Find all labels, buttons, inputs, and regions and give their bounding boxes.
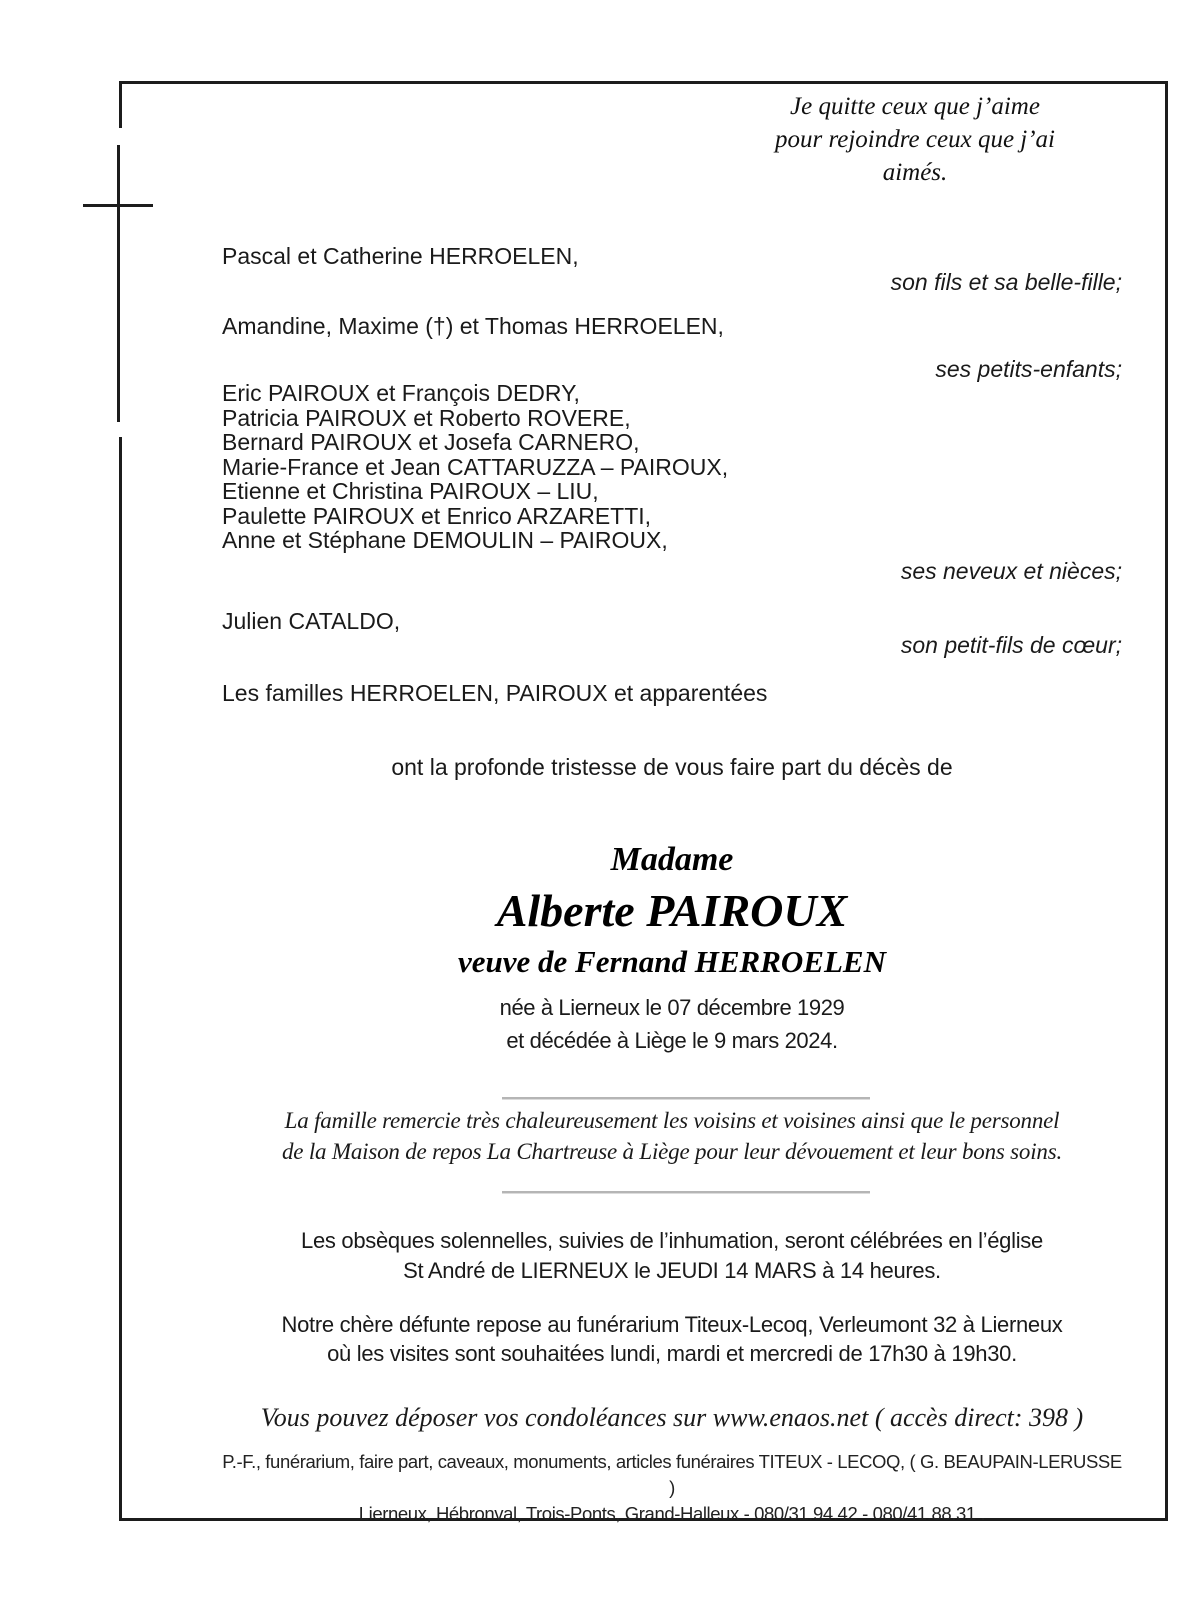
- grandchildren-names: Amandine, Maxime (†) et Thomas HERROELEN,: [222, 313, 724, 339]
- list-item: Marie-France et Jean CATTARUZZA – PAIROUX,: [222, 453, 729, 480]
- thanks-line-1: La famille remercie très chaleureusement les voisins et voisines ainsi que le personnel: [284, 1108, 1060, 1133]
- ceremony-line-1: Les obsèques solennelles, suivies de l’inhumation, seront célébrées en l’église: [301, 1228, 1043, 1253]
- list-item: Anne et Stéphane DEMOULIN – PAIROUX,: [222, 527, 668, 553]
- condolences-line: Vous pouvez déposer vos condoléances sur www.enaos.net ( accès direct: 398 ): [260, 1403, 1084, 1432]
- quote-line-2: pour rejoindre ceux que j’ai aimés.: [774, 126, 1056, 186]
- divider-bottom: [502, 1191, 870, 1194]
- list-item: Bernard PAIROUX et Josefa CARNERO,: [222, 429, 640, 455]
- ceremony-paragraph: [222, 1226, 1122, 1286]
- left-border-bottom-segment: [119, 437, 122, 1521]
- footer-line-1: P.-F., funérarium, faire part, caveaux, monuments, articles funéraires TITEUX - LECOQ, ( G. BEAUPAIN-LERUSSE ): [222, 1451, 1122, 1498]
- deceased-title: Madame: [610, 841, 734, 878]
- repose-line-1: Notre chère défunte repose au funérarium Titeux-Lecoq, Verleumont 32 à Lierneux: [281, 1312, 1063, 1337]
- nieces-relation: ses neveux et nièces;: [900, 558, 1122, 584]
- divider-top: [502, 1097, 870, 1100]
- list-item: Etienne et Christina PAIROUX – LIU,: [222, 478, 599, 504]
- deceased-birth-line: née à Lierneux le 07 décembre 1929: [499, 995, 845, 1020]
- heart-grandson-relation: son petit-fils de cœur;: [900, 632, 1122, 658]
- cross-icon: [117, 145, 120, 422]
- repose-paragraph: [222, 1311, 1122, 1368]
- opening-quote: [745, 90, 1085, 189]
- deceased-name: Alberte PAIROUX: [496, 885, 848, 936]
- list-item: Eric PAIROUX et François DEDRY,: [222, 380, 580, 406]
- funeral-home-footer: [222, 1449, 1122, 1527]
- ceremony-line-2: St André de LIERNEUX le JEUDI 14 MARS à 14 heures.: [403, 1258, 941, 1283]
- memorial-border-frame: [119, 81, 1168, 1521]
- thanks-line-2: de la Maison de repos La Chartreuse à Liège pour leur dévouement et leur bons soins.: [281, 1138, 1063, 1164]
- grandchildren-relation: ses petits-enfants;: [935, 356, 1122, 382]
- son-relation: son fils et sa belle-fille;: [890, 269, 1122, 295]
- announcement-line: ont la profonde tristesse de vous faire part du décès de: [391, 754, 953, 780]
- families-closing: Les familles HERROELEN, PAIROUX et apparentées: [222, 680, 768, 706]
- heart-grandson-names: Julien CATALDO,: [222, 608, 401, 634]
- son-names: Pascal et Catherine HERROELEN,: [222, 243, 579, 269]
- list-item: Patricia PAIROUX et Roberto ROVERE,: [222, 404, 631, 431]
- quote-line-1: Je quitte ceux que j’aime: [790, 93, 1040, 120]
- deceased-widow-of: veuve de Fernand HERROELEN: [458, 944, 886, 979]
- thanks-paragraph: [252, 1106, 1092, 1167]
- list-item: Paulette PAIROUX et Enrico ARZARETTI,: [222, 502, 652, 529]
- nieces-names-list: [222, 381, 1122, 553]
- deceased-death-line: et décédée à Liège le 9 mars 2024.: [506, 1028, 838, 1053]
- repose-line-2: où les visites sont souhaitées lundi, mardi et mercredi de 17h30 à 19h30.: [327, 1340, 1017, 1366]
- left-border-top-segment: [119, 81, 122, 128]
- footer-line-2: Lierneux, Hébronval, Trois-Ponts, Grand-Halleux - 080/31.94.42 - 080/41.88.31 .: [358, 1503, 986, 1524]
- cross-icon-arm: [83, 204, 153, 207]
